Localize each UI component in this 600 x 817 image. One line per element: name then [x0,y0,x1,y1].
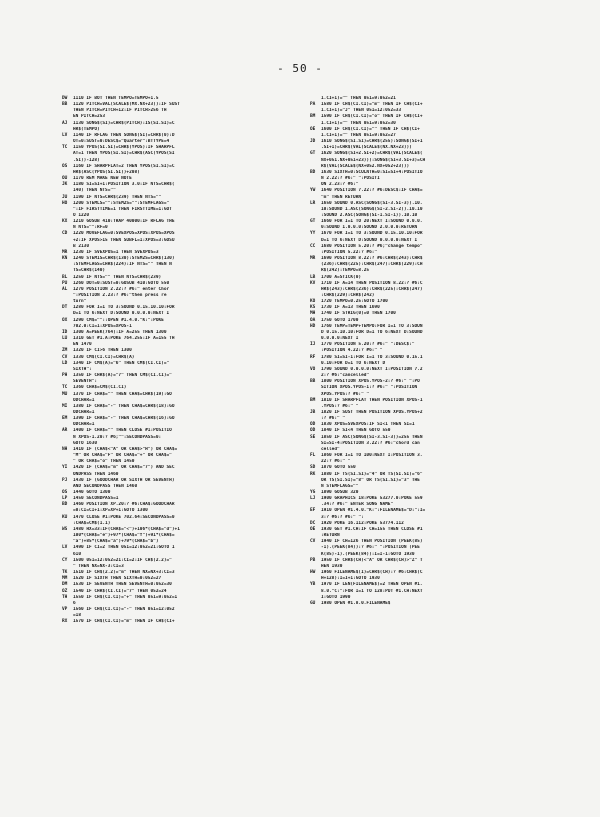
basic-statement: 1480 HX=33:IF(CHA$="<")+106*(CHA$="d")+1 [73,526,180,532]
checksum-code: YI [62,465,68,471]
basic-statement: 1340 IF CM$(A)="6" THEN CM$(CI.CI)=" [73,360,170,366]
basic-statement: ODCHAR=1 [73,422,95,428]
basic-statement: ODCHAR=1 [73,397,95,403]
basic-statement: 140) THEN NTS="" [73,188,116,194]
basic-statement: 1120 PITCH=VAL(SCALE$(MX.NX+23)):IF SUST [73,102,180,108]
checksum-code: OU [62,176,68,182]
basic-statement: -1).(PEEK(84)):? #6:" ":POSITION (PEE [321,545,420,551]
basic-statement: 1740 IF STRIG(0)=0 THEN 1700 [321,311,396,317]
basic-statement: NX+051.NX+051+23))):SONG$(SI+3.SI+3)=CH [321,157,426,163]
checksum-code: JD [310,139,316,145]
checksum-code: MH [310,311,316,317]
basic-statement: 1510 IF CH$(2.2)="m" THEN NX=NX+3:CI=3 [73,570,175,576]
basic-statement: XPOS.YPOS:? #6:" " [321,391,370,397]
basic-statement: 1810 IF SHARPFLAT THEN POSITION XPOS-1 [321,397,423,403]
basic-statement: 1670 FOR I=1 TO 3:SOUND 0.15.10.10:FOR [321,231,423,237]
basic-statement: .34:? #6:" ENTER SONG NAME" [321,502,394,508]
basic-statement: 1300 A=PEEK(764):IF A=255 THEN 1300 [73,329,167,335]
checksum-code: YW [310,188,316,194]
checksum-code: TH [62,594,68,600]
basic-statement: 1580 IF CH$(CI.CI)="m" THEN IF CH$(CI+ [321,102,423,108]
basic-statement: 1320 IF CI>6 THEN 1300 [73,348,132,354]
checksum-code: NH [62,446,68,452]
basic-statement: 1190 IF NTS=CHR$(239) THEN NTS="" [73,194,162,200]
checksum-code: BD [62,502,68,508]
checksum-code: DW [62,96,68,101]
basic-statement: 1200 STEMLS="":STEM2S="":STEMFLAGS=" [73,200,170,206]
basic-statement: 1960 FILENAME$(I)=CHR$(CH):? #6:CHR$(C [321,570,423,576]
basic-statement: 1.CI+1)="J" THEN 051=12:052=33 [321,108,402,114]
checksum-code: LB [310,274,316,280]
basic-statement: turn" [73,299,87,305]
basic-statement: 1400 IF CHA$="" THEN CLOSE #1:POSITIO [73,428,172,434]
basic-statement: D=1 TO 6:NEXT D:SOUND 0.0.0.0:NEXT I [321,237,418,243]
checksum-code: ID [62,329,68,335]
basic-statement: 1540 IF CHR$(CI.CI)="7" THEN 052=24 [73,588,167,594]
listing-column-right [310,96,538,607]
basic-statement: 1110 IF BOT THEN TEMPO=TEMPO+1.5 [73,96,159,101]
basic-statement: "a")+85*(CHA$="a")+79*(CHA$="b") [73,539,159,545]
basic-statement: N XPOS-1.20:? #6;"":SECONDPASS=0: [73,434,162,440]
basic-statement: AT=1 THEN YPOS(SI.SI)=CHR$(ASC(YPOS(SI [73,151,175,157]
basic-statement: SI=SI-4:POSITION 3.22:? #6:"chord can [321,440,420,446]
checksum-code: GU [310,600,316,606]
basic-statement: 1800 POSITION XPOS.YPOS-2:? #6:" ":PO [321,379,420,385]
basic-statement: 1820 IF SUST THEN POSITION XPOS.YPOS+2 [321,409,423,415]
code-line [62,619,290,625]
basic-statement: D=1 TO 6:NEXT D:SOUND 0.0.0.0:NEXT I [73,311,170,317]
basic-statement: 1780 SI=SI-1:FOR I=1 TO 3:SOUND 0.15.1 [321,354,423,360]
basic-statement: 1220 MOVEFLAG=0:SVEXPOS=XPOS:XPOS=XPOS [73,231,175,237]
checksum-code: TC [62,145,68,151]
basic-statement: 1790 SOUND 0.0.0.0:NEXT I:POSITION 7.2 [321,366,423,372]
basic-statement: 1970 IF LEN(FILENAME$)=2 THEN OPEN #1. [321,582,423,588]
checksum-code: JK [62,182,68,188]
basic-statement: 1420 IF (CHA$="m" OR CHA$="7") AND SEC [73,465,175,471]
listing-column-left [62,96,290,625]
checksum-code: PJ [62,477,68,483]
basic-statement: =18 [73,613,82,619]
basic-statement: :STEMFLAGS=CHR$(224):IF NTS="" THEN N [73,262,172,268]
basic-statement: 1840 IF SI<4 THEN GOTO 550 [321,428,391,434]
basic-statement: 1610 SONG$(SI.SI)=CHR$(255):SONG$(SI+1 [321,139,423,145]
basic-statement: 2:? #6:"cancelled" [321,373,370,379]
basic-statement: 1880 IF TS(SI.SI)="4" OR TS(SI.SI)="6" [321,471,423,477]
basic-statement: 1170 REM MAKE NEW NOTE [73,176,132,182]
basic-statement: "m" THEN RETURN [321,194,362,200]
basic-statement: 1830 XPOS=SVEXPOS:IF SI<1 THEN SI=1 [321,422,415,428]
basic-statement: 1870 GOTO 550 [321,465,356,471]
basic-statement: HR$(243):CHR$(236):CHR$(225):CHR$(247) [321,286,423,292]
checksum-code: LV [62,132,68,138]
basic-statement: HR$(ASC(YPOS(SI.SI))+208) [73,169,140,175]
basic-statement: .YPOS:? #6:" " [321,403,359,409]
basic-statement: 0.0.0.0:NEXT I [321,336,359,342]
basic-statement: OT=0:SUST=0:DESC$="Quarter":BTTYPE=4 [73,139,170,145]
basic-statement: 1710 IF A=14 THEN POSITION 8.22:? #6:C [321,280,423,286]
basic-statement: 1140 IF RFLAG THEN SONG$(SI)=CHR$(0):D [73,132,175,138]
checksum-code: FL [310,453,316,459]
basic-statement: OR TS(SI.SI)="8" OR TS(SI.SI)="3" THE [321,477,420,483]
basic-statement: R$(VAL(SCALE$(NX+052.NX+052+23))) [321,163,410,169]
basic-statement: 1240 STEM1S=CHR$(130):STEM2S=CHR$(130) [73,256,175,262]
checksum-code: SE [310,434,316,440]
checksum-code: DT [62,305,68,311]
checksum-code: OE [310,526,316,532]
basic-statement: 1230 IF SVEXPOS=1 THEN SVEXPOS=3 [73,249,159,255]
basic-statement: :CHR$(229):CHR$(242) [321,293,375,298]
basic-statement: 1380 IF CHA$="-" THEN CHA$=CHR$(18):GO [73,403,175,409]
code-line [310,601,538,607]
checksum-code: MM [62,576,68,582]
checksum-code: BM [310,114,316,120]
basic-statement: 0:SOUND 1.0.0.0:SOUND 2.0.0.0:RETURN [321,225,418,231]
basic-statement: N STEMFLAGS="" [321,483,359,489]
basic-statement: ONDPASS THEN 1460 [73,471,119,477]
basic-statement: 1730 IF A=13 THEN 1690 [321,305,380,311]
checksum-code: YG [310,490,316,495]
basic-statement: .SI+1)=CHR$(VAL(SCALE$(NX.NX+23))) [321,145,412,151]
basic-statement: =0:CI=CI+1:XP=XP+1:GOTO 1300 [73,508,148,514]
checksum-code: PA [310,102,316,108]
checksum-code: BM [310,397,316,403]
basic-statement: 1350 IF CHR$(A)="7" THEN CM$(CI.CI)=" [73,373,172,379]
checksum-code: PU [62,280,68,286]
basic-statement: 1.CI+1)="" THEN 051=9:052=27 [321,132,396,138]
basic-statement: 1310 GET #1.A:POKE 764.255:IF A=155 TH [73,336,175,342]
basic-statement: 1460 POSITION XP.20:? #6:CHA$:GOODCHAR [73,502,175,508]
checksum-code: BB [62,102,68,108]
checksum-code: LP [62,496,68,502]
basic-statement: ON 2.23:? #6:" [321,182,359,188]
basic-statement: TS=CHR$(140) [73,268,106,274]
basic-statement: 1900 GRAPHICS 18:POKE 53277.0:POKE 559 [321,496,423,502]
checksum-code: OD [310,428,316,434]
checksum-code: KO [310,299,316,305]
basic-statement: N NTS="":RF=0 [73,225,108,231]
basic-statement: ":IF FIRSTTIME=1 THEN FIRSTTIME=1:GOT [73,206,172,212]
checksum-code: OA [310,317,316,323]
basic-statement: GOTO 1630 [73,440,98,446]
basic-statement: 1450 SECONDPASS=1 [73,496,119,502]
basic-statement: 1270 POSITION 2.22:? #6:" enter Chor [73,286,170,292]
checksum-code: EM [62,416,68,422]
checksum-code: KN [62,256,68,262]
basic-statement: 1250 IF NTS="" THEN NTS=CHR$(239) [73,274,162,280]
basic-statement: I:GOTO 1990 [321,594,351,600]
basic-statement: 1650 SOUND 0.ASC(SONG$(SI-3.SI-3)).10. [321,200,423,206]
basic-statement: 1440 GOTO 1300 [73,490,111,495]
checksum-code: CV [310,539,316,545]
basic-statement: D 0.15.10.10:FOR D=1 TO 6:NEXT D:SOUND [321,329,423,335]
checksum-code: MU [62,391,68,397]
basic-statement: 1490 IF CI=2 THEN 051=12:052=21:GOTO 1 [73,545,175,551]
basic-statement: 1890 GOSUB 320 [321,490,359,495]
checksum-code: HD [310,323,316,329]
checksum-code: OZ [62,588,68,594]
basic-statement: 1150 YPOS(SI.SI)=CHR$(YPOS):IF SHARPFL [73,145,175,151]
checksum-code: CV [62,354,68,360]
basic-statement: THEN PITCH=PITCH+12:IF PITCH>256 TH [73,108,167,114]
basic-statement: :CHA$=CM$(1.1) [73,520,111,526]
checksum-code: KX [62,219,68,225]
basic-statement: 1260 DOT=0:SUST=0:GOSUB 410:GOTO 550 [73,280,170,286]
checksum-code: PH [62,373,68,379]
checksum-code: LJ [310,496,316,502]
basic-statement: AND SECONDPASS THEN 1460 [73,483,138,489]
basic-statement: 1950 IF CHR$(CH)<"A" OR CHR$(CH)>"Z" T [321,557,423,563]
checksum-code: OD [310,422,316,428]
checksum-code: SD [310,465,316,471]
basic-statement: :RETURN [321,533,340,539]
basic-statement: "M" OR CHA$="F" OR CHA$="+" OR CHA$=" [73,453,172,459]
basic-statement: 1860 FOR I=1 TO 100:NEXT I:POSITION 3. [321,453,423,459]
checksum-code: AL [62,286,68,292]
basic-statement: 1570 IF CH$(CI.CI)="m" THEN IF CH$(CI+ [73,619,175,625]
basic-statement: :SOUND 2.ASC(SONG$(SI-1.SI-1)).10.10 [321,212,418,218]
basic-statement: 1210 GOSUB 410:TRAP 40000:IF RFLAG THE [73,219,175,225]
basic-statement: 1470 CLOSE #1:POKE 702.64:SECONDPASS=0 [73,514,175,520]
basic-statement: 1560 IF CH$(CI.CI)="-" THEN 051=12:052 [73,606,175,612]
page-number: - 50 - [277,62,323,75]
checksum-code: BD [310,169,316,175]
basic-statement: R$(242):TEMPO=8.25 [321,268,370,274]
checksum-code: DC [310,520,316,526]
checksum-code: DM [62,582,68,588]
checksum-code: AR [62,428,68,434]
basic-statement: 1680 POSITION 5.20:? #6;"change tempo" [321,243,423,249]
basic-statement: 1910 OPEN #1.4.0."K:":FILENAME$="D:":I= [321,508,426,514]
basic-statement: celled" [321,446,340,452]
checksum-code: HW [310,570,316,576]
basic-statement: ":POSITION 2.23:? #6:"then press re [73,293,167,298]
basic-statement: :POSITION 4.22:? #6:" " [321,348,383,354]
basic-statement: 1980 OPEN #1.8.0.FILENAME$ [321,600,391,606]
basic-statement: 1360 CHA$=CM$(CI.CI) [73,385,127,391]
basic-statement: 1920 POKE 16.112:POKE 53774.112 [321,520,404,526]
basic-statement: 1550 IF CH$(CI.CI)="+" THEN 051=9:052=1 [73,594,178,600]
basic-statement: H+128):I=I+1:GOTO 1930 [321,576,380,582]
checksum-code: LU [62,336,68,342]
checksum-code: HO [62,200,68,206]
checksum-code: OS [62,490,68,495]
basic-statement: 1160 IF SHARPFLAT=2 THEN YPOS(SI.SI)=C [73,163,175,169]
basic-statement: EN 1470 [73,342,92,348]
basic-statement: 1520 IF SIXTH THEN SIXTH=0:052=27 [73,576,162,582]
basic-statement: 1600 IF CH$(CI.CI)="" THEN IF CH$(CI+ [321,126,420,132]
basic-statement: N 2.22:? #6:" ":POSITI [321,176,380,182]
basic-statement: 22:? #6:" " [321,459,351,465]
checksum-code: RK [310,471,316,477]
checksum-code: YB [310,582,316,588]
basic-statement: 1850 IF ASC(SONG$(SI-3.SI-3))=255 THEN [321,434,423,440]
basic-statement: +2:IF XPOS>15 THEN SUBFL=1:XPOS=3:GOSU [73,237,175,243]
basic-statement: 702.0:CI=1:XPOS=XPOS-1 [73,323,132,329]
basic-statement: 8.0."C:":FOR I=1 TO 128:PUT #1.CH:NEXT [321,588,423,594]
basic-statement: HR$(TEMPO) [73,126,100,132]
basic-statement: :POSITION 5.22:? #6:" [321,249,378,255]
checksum-code: EF [310,508,316,514]
basic-statement: 1.CI+1)="" THEN 051=9:052=30 [321,120,396,126]
basic-statement: 1590 IF CH$(CI.CI)="o" THEN IF CH$(CI+ [321,114,423,120]
basic-statement: 1720 TEMPO=0.25:GOTO 1700 [321,299,388,305]
checksum-code: KU [62,514,68,520]
checksum-code: BB [310,379,316,385]
basic-statement: 1760 TEMP=TEMP+TEMPO:FOR I=1 TO 3:SOUN [321,323,423,329]
checksum-code: CD [62,231,68,237]
basic-statement: SIXTH": [73,366,92,372]
basic-statement: 1690 POSITION 8.22:? #6:CHR$(243):CHR$ [321,256,423,262]
basic-statement: 1290 CM$=""::OPEN #1.4.0."K:":POKE [73,317,164,323]
checksum-code: KV [310,280,316,286]
checksum-code: LV [62,545,68,551]
checksum-code: VO [310,366,316,372]
basic-statement: 3:? #6:? #6:" ": [321,514,364,520]
basic-statement: 100*(CHA$="e")+97*(CHA$="f")+91*(CHA$= [73,533,175,539]
checksum-code: RX [62,619,68,625]
basic-statement: 1390 IF CHA$="-" THEN CHA$=CHR$(16):GO [73,416,175,422]
basic-statement: 1930 GET #1.CH:IF CH=155 THEN CLOSE #1 [321,526,423,532]
checksum-code: GT [310,151,316,157]
checksum-code: MR [62,249,68,255]
basic-statement: 1750 GOTO 1700 [321,317,359,323]
checksum-code: MR [310,256,316,262]
checksum-code: OX [62,317,68,323]
checksum-code: IJ [310,342,316,348]
basic-statement: 1430 IF (GOODCHAR OR SIXTH OR SEVENTH) [73,477,175,483]
checksum-code: AJ [62,120,68,126]
basic-statement: 1660 FOR I=1 TO 20:NEXT I:SOUND 0.0.0. [321,219,423,225]
checksum-code: TC [62,385,68,391]
basic-statement: 1.CI+1)="" THEN 051=9:052=21 [321,96,396,101]
basic-statement: 1130 SONG$(SI)=CHR$(PITCH):IS(SI.SI)=C [73,120,175,126]
basic-statement: 1620 SONG$(SI+2.SI+2)=CHR$(VAL(SCALE$( [321,151,423,157]
basic-statement: 6 [73,600,76,606]
basic-statement: SEVENTH": [73,379,98,385]
basic-statement: 1630 SIXTH=0:SCULNTH=0:SI=SI+4:POSITIO [321,169,423,175]
basic-statement: K(85)-1).(PEEK(84)):I=I-1:GOTO 1930 [321,551,415,557]
checksum-code: OS [62,163,68,169]
basic-statement: 0.10:FOR D=1 TO 6:NEXT D [321,360,386,366]
checksum-code: GT [310,219,316,225]
basic-statement: 1500 051=12:052=21:CI=2:IF CH$(2.2)=" [73,557,172,563]
basic-statement: HEN 1930 [321,563,343,569]
checksum-code: CY [62,557,68,563]
checksum-code: MI [62,403,68,409]
basic-statement: EN PITCH=253 [73,114,106,120]
basic-statement: 1940 IF CH=126 THEN POSITION (PEEK(85) [321,539,423,545]
checksum-code: WS [62,526,68,532]
checksum-code: YY [310,231,316,237]
checksum-code: JU [62,194,68,200]
basic-statement: B 2130 [73,243,90,249]
basic-statement: .SI))-128) [73,157,100,163]
checksum-code: PB [310,557,316,563]
checksum-code: ZM [62,348,68,354]
checksum-code: BL [62,274,68,280]
basic-statement: 1770 POSITION 5.20:? #6:" ":DESC$:" [321,342,415,348]
basic-statement: 1280 FOR I=1 TO 3:SOUND 0.15.10.10:FOR [73,305,175,311]
basic-statement: 1370 IF CHA$="" THEN CHA$=CHR$(19):GO [73,391,172,397]
checksum-code: LR [310,200,316,206]
basic-statement: 1330 CM$(CI.CI)=CHR$(A) [73,354,135,360]
basic-statement: (236):CHR$(225):CHR$(247):CHR$(229):CH [321,262,423,268]
checksum-code: LD [62,360,68,366]
basic-statement: ODCHAR=1 [73,409,95,415]
basic-statement: 1700 A=STICK(0) [321,274,362,280]
basic-statement: " OR CHA$="o" THEN 1450 [73,459,135,465]
basic-statement: O 1220 [73,212,90,218]
basic-statement: 1180 SI=SI+1:POSITION 3.0:IF NTS=CHR$( [73,182,175,188]
checksum-code: VP [62,606,68,612]
basic-statement: 10:SOUND 1.ASC(SONG$(SI-2.SI-2)).10.10 [321,206,423,212]
checksum-code: JB [310,409,316,415]
checksum-code: CC [310,243,316,249]
checksum-code: KS [310,305,316,311]
basic-statement: SITION XPOS.YPOS-1:? #6:" ":POSITION [321,385,418,391]
basic-statement: 610 [73,551,82,557]
basic-statement: " THEN NX=NX-3:CI=3 [73,563,124,569]
basic-statement: :? #6:" " [321,416,346,422]
basic-statement: 1530 IF SEVENTH THEN SEVENTH=0:052=30 [73,582,172,588]
basic-statement: 1640 POSITION 7.22:? #6:DESC$:IF CHA$= [321,188,423,194]
checksum-code: RF [310,354,316,360]
checksum-code: OE [310,126,316,132]
checksum-code: TK [62,570,68,576]
basic-statement: 1410 IF (CHA$<"A" OR CHA$>"H") OR CHA$= [73,446,178,452]
